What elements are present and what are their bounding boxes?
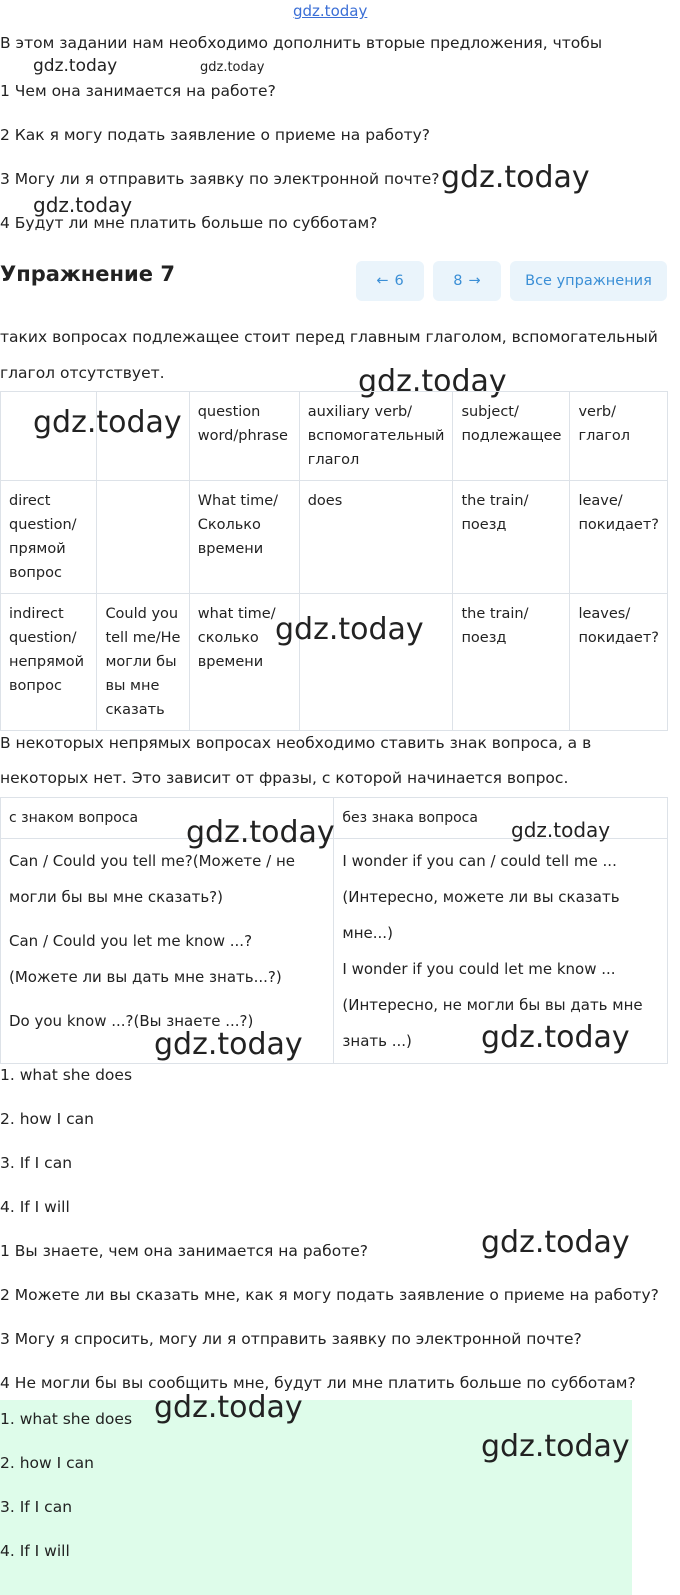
watermark: gdz.today [200, 60, 265, 75]
table-line: Can / Could you let me know ...? [9, 932, 253, 950]
highlighted-answer-3: 3. If I can [0, 1498, 73, 1516]
answer-2: 2. how I can [0, 1110, 94, 1128]
question-3: 3 Могу ли я отправить заявку по электронной почте? [0, 170, 440, 188]
watermark: gdz.today [154, 1390, 303, 1425]
translation-1: 1 Вы знаете, чем она занимается на работе? [0, 1242, 368, 1260]
table-cell [97, 481, 189, 594]
question-structure-table [0, 391, 668, 731]
translation-2: 2 Можете ли вы сказать мне, как я могу подать заявление о приеме на работу? [0, 1286, 659, 1304]
watermark: gdz.today [511, 818, 611, 842]
table-line: знать ...) [342, 1032, 412, 1050]
translation-4: 4 Не могли бы вы сообщить мне, будут ли мне платить больше по субботам? [0, 1374, 636, 1392]
answer-3: 3. If I can [0, 1154, 73, 1172]
question-2: 2 Как я могу подать заявление о приеме на работу? [0, 126, 431, 144]
highlighted-answer-2: 2. how I can [0, 1454, 94, 1472]
table-line: мне...) [342, 924, 393, 942]
watermark: gdz.today [154, 1027, 303, 1062]
highlighted-answer-1: 1. what she does [0, 1410, 133, 1428]
arrow-right-icon: → [468, 273, 481, 289]
table-cell: indirect question/ непрямой вопрос [1, 594, 97, 731]
table-cell: What time/ Сколько времени [189, 481, 299, 594]
watermark: gdz.today [358, 364, 507, 399]
table-cell: the train/ поезд [453, 481, 570, 594]
table-cell: auxiliary verb/ вспомогательный глагол [299, 392, 453, 481]
table-line: Can / Could you tell me?(Можете / не [9, 852, 296, 870]
watermark: gdz.today [481, 1020, 630, 1055]
explanation-line-2: глагол отсутствует. [0, 364, 165, 382]
question-1: 1 Чем она занимается на работе? [0, 82, 276, 100]
table-line: могли бы вы мне сказать?) [9, 888, 223, 906]
intro-line: В этом задании нам необходимо дополнить вторые предложения, чтобы [0, 34, 603, 52]
table-cell: the train/ поезд [453, 594, 570, 731]
table-cell: без знака вопроса [334, 798, 668, 839]
watermark: gdz.today [275, 612, 424, 647]
exercise-title: Упражнение 7 [0, 262, 175, 286]
table-cell: what time/ сколько времени [189, 594, 299, 731]
table-line: (Интересно, можете ли вы сказать [342, 888, 620, 906]
table-line: Do you know ...?(Вы знаете ...?) [9, 1012, 254, 1030]
next-exercise-label: 8 [453, 273, 463, 289]
arrow-left-icon: ← [376, 273, 389, 289]
table-cell: leave/ покидает? [570, 481, 668, 594]
answer-4: 4. If I will [0, 1198, 70, 1216]
table-cell: Could you tell me/Не могли бы вы мне сказать [97, 594, 189, 731]
explanation-line-1: таких вопросах подлежащее стоит перед главным глаголом, вспомогательный [0, 328, 658, 346]
table-line: (Интересно, не могли бы вы дать мне [342, 996, 643, 1014]
watermark: gdz.today [33, 56, 118, 76]
note-line-2: некоторых нет. Это зависит от фразы, с которой начинается вопрос. [0, 769, 569, 787]
table-cell: does [299, 481, 453, 594]
table-cell: subject/ подлежащее [453, 392, 570, 481]
watermark: gdz.today [33, 405, 182, 440]
watermark-top[interactable]: gdz.today [293, 2, 368, 20]
note-line-1: В некоторых непрямых вопросах необходимо ставить знак вопроса, а в [0, 734, 592, 752]
watermark: gdz.today [186, 815, 335, 850]
table-cell: question word/phrase [189, 392, 299, 481]
question-4: 4 Будут ли мне платить больше по субботам? [0, 214, 378, 232]
table-line: I wonder if you can / could tell me ... [342, 852, 617, 870]
table-cell: direct question/ прямой вопрос [1, 481, 97, 594]
table-cell: с знаком вопроса [1, 798, 334, 839]
prev-exercise-button[interactable] [356, 261, 424, 301]
all-exercises-label: Все упражнения [525, 273, 652, 289]
watermark: gdz.today [481, 1225, 630, 1260]
table-line: (Можете ли вы дать мне знать...?) [9, 968, 282, 986]
answer-1: 1. what she does [0, 1066, 133, 1084]
table-row [1, 481, 668, 594]
all-exercises-button[interactable] [510, 261, 667, 301]
watermark: gdz.today [481, 1429, 630, 1464]
watermark: gdz.today [33, 193, 133, 217]
highlighted-answer-4: 4. If I will [0, 1542, 70, 1560]
translation-3: 3 Могу я спросить, могу ли я отправить заявку по электронной почте? [0, 1330, 582, 1348]
next-exercise-button[interactable] [433, 261, 501, 301]
table-cell: leaves/ покидает? [570, 594, 668, 731]
prev-exercise-label: 6 [394, 273, 404, 289]
table-cell: verb/ глагол [570, 392, 668, 481]
watermark: gdz.today [441, 160, 590, 195]
table-line: I wonder if you could let me know ... [342, 960, 616, 978]
